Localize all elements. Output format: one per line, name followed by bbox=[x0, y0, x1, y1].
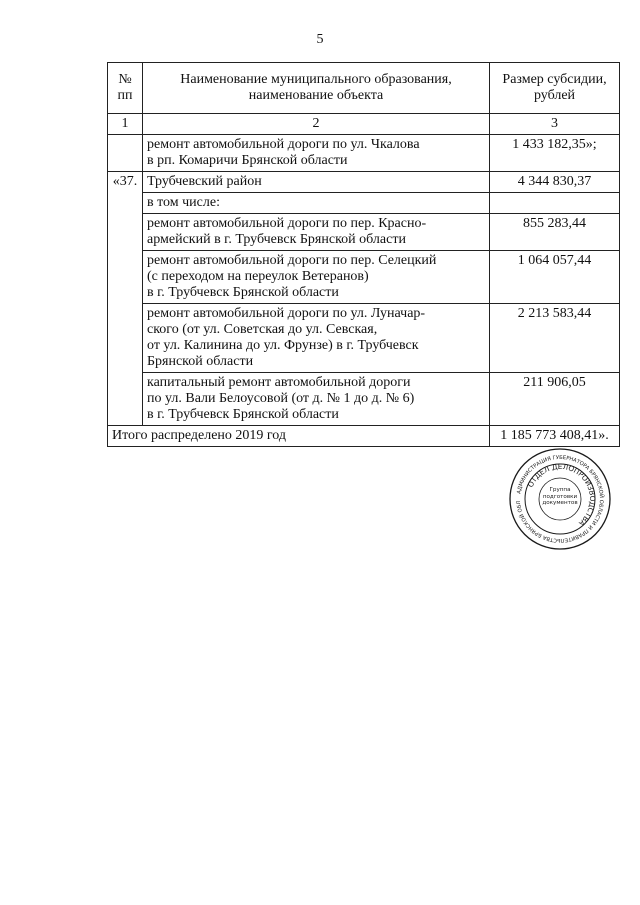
stamp-center-text: Группа подготовки документов bbox=[542, 487, 578, 507]
row-number bbox=[108, 193, 143, 214]
row-number: «37. bbox=[108, 172, 143, 193]
column-index-3: 3 bbox=[490, 114, 620, 135]
column-index-1: 1 bbox=[108, 114, 143, 135]
column-index-2: 2 bbox=[143, 114, 490, 135]
table-row bbox=[108, 373, 620, 426]
table-row bbox=[108, 304, 620, 373]
row-amount: 1 064 057,44 bbox=[490, 251, 620, 304]
row-name: ремонт автомобильной дороги по ул. Луначар- ского (от ул. Советская до ул. Севская, от ул. Калинина до ул. Фрунзе) в г. Трубчевск Брянской области bbox=[143, 304, 490, 373]
row-number bbox=[108, 214, 143, 251]
row-name: ремонт автомобильной дороги по пер. Красно- армейский в г. Трубчевск Брянской области bbox=[143, 214, 490, 251]
row-amount: 855 283,44 bbox=[490, 214, 620, 251]
subsidy-table bbox=[107, 62, 620, 447]
page-number: 5 bbox=[316, 32, 324, 47]
row-number bbox=[108, 251, 143, 304]
row-name: ремонт автомобильной дороги по пер. Селецкий (с переходом на переулок Ветеранов) в г. Трубчевск Брянской области bbox=[143, 251, 490, 304]
stamp-ring-text: АДМИНИСТРАЦИЯ ГУБЕРНАТОРА БРЯНСКОЙ ОБЛАСТИ И ПРАВИТЕЛЬСТВА БРЯНСКОЙ ОБЛ bbox=[515, 454, 605, 544]
table-row bbox=[108, 214, 620, 251]
row-amount: 2 213 583,44 bbox=[490, 304, 620, 373]
row-number bbox=[108, 373, 143, 426]
table-row bbox=[108, 172, 620, 193]
row-name: Трубчевский район bbox=[143, 172, 490, 193]
stamp-center bbox=[542, 487, 578, 513]
column-index-row bbox=[108, 114, 620, 135]
total-label: Итого распределено 2019 год bbox=[108, 426, 490, 447]
row-number bbox=[108, 304, 143, 373]
header-number: № пп bbox=[108, 63, 143, 114]
header-name: Наименование муниципального образования, наименование объекта bbox=[143, 63, 490, 114]
table-row bbox=[108, 251, 620, 304]
stamp-department-text: ОТДЕЛ ДЕЛОПРОИЗВОДСТВА bbox=[525, 461, 598, 528]
row-name: капитальный ремонт автомобильной дороги по ул. Вали Белоусовой (от д. № 1 до д. № 6) в г. Трубчевск Брянской области bbox=[143, 373, 490, 426]
row-amount: 4 344 830,37 bbox=[490, 172, 620, 193]
header-amount: Размер субсидии, рублей bbox=[490, 63, 620, 114]
total-amount: 1 185 773 408,41». bbox=[490, 426, 620, 447]
row-number bbox=[108, 135, 143, 172]
row-name: ремонт автомобильной дороги по ул. Чкалова в рп. Комаричи Брянской области bbox=[143, 135, 490, 172]
row-amount: 1 433 182,35»; bbox=[490, 135, 620, 172]
row-amount: 211 906,05 bbox=[490, 373, 620, 426]
total-row bbox=[108, 426, 620, 447]
table-row bbox=[108, 193, 620, 214]
table-row bbox=[108, 135, 620, 172]
subsidy-table-wrapper bbox=[107, 62, 619, 447]
row-amount bbox=[490, 193, 620, 214]
row-name: в том числе: bbox=[143, 193, 490, 214]
office-stamp bbox=[508, 447, 612, 551]
table-header-row bbox=[108, 63, 620, 114]
